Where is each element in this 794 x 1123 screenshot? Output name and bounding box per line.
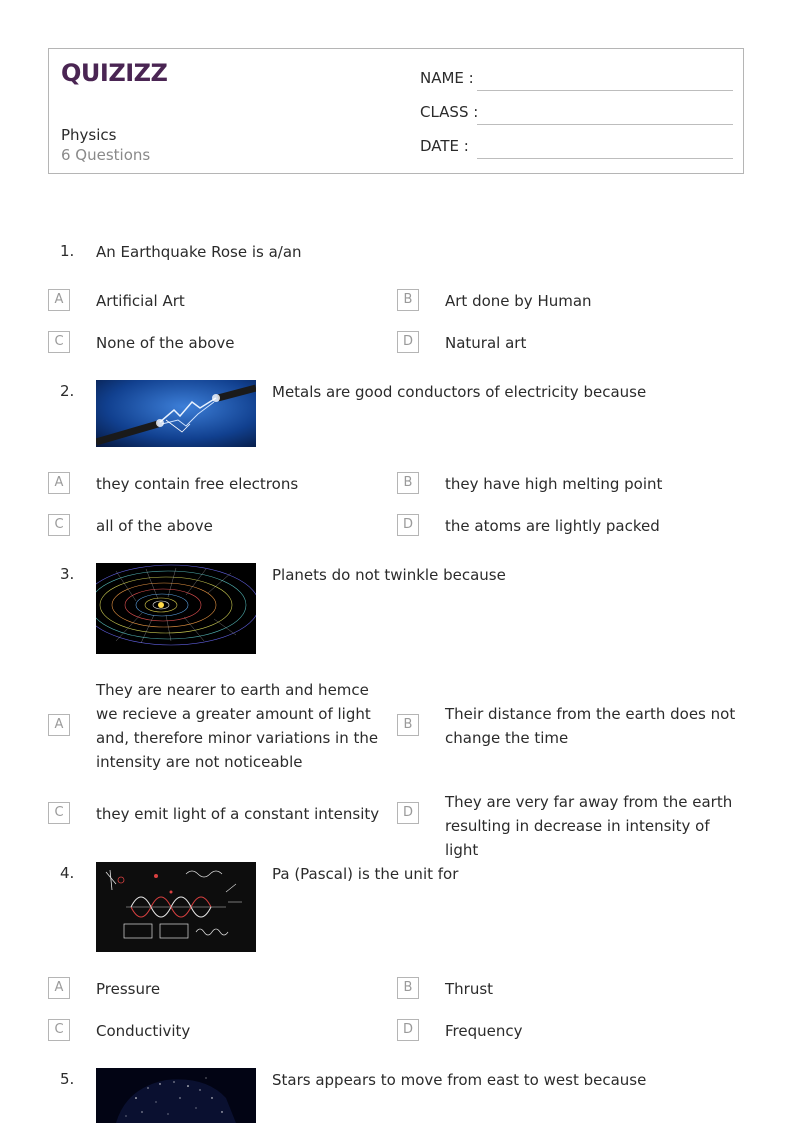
- question-number: 3.: [60, 565, 75, 583]
- option-letter-box[interactable]: D: [397, 1019, 419, 1041]
- option-text: they contain free electrons: [96, 475, 299, 493]
- option-letter-box[interactable]: B: [397, 289, 419, 311]
- option-letter-box[interactable]: B: [397, 714, 419, 736]
- question-number: 1.: [60, 242, 75, 260]
- class-label: CLASS :: [420, 103, 479, 121]
- starry-sky-image: [96, 1068, 256, 1123]
- option-text: Pressure: [96, 980, 161, 998]
- worksheet-header: [48, 48, 744, 174]
- name-line[interactable]: [477, 89, 733, 91]
- option-text: They are very far away from the earth resulting in decrease in intensity of light: [445, 793, 733, 859]
- question-text: Pa (Pascal) is the unit for: [272, 865, 459, 883]
- option-text: they emit light of a constant intensity: [96, 805, 380, 823]
- option-text: Their distance from the earth does not change the time: [445, 705, 736, 747]
- option-letter-box[interactable]: C: [48, 514, 70, 536]
- question-number: 2.: [60, 382, 75, 400]
- option-letter-box[interactable]: A: [48, 977, 70, 999]
- question-text: Planets do not twinkle because: [272, 566, 506, 584]
- option-text: Conductivity: [96, 1022, 191, 1040]
- name-label: NAME :: [420, 69, 474, 87]
- option-letter-box[interactable]: C: [48, 331, 70, 353]
- quizizz-logo: QUIZIZZ: [61, 59, 168, 87]
- date-label: DATE :: [420, 137, 469, 155]
- option-text: Thrust: [445, 980, 494, 998]
- option-letter-box[interactable]: C: [48, 802, 70, 824]
- option-text: they have high melting point: [445, 475, 663, 493]
- option-letter-box[interactable]: D: [397, 802, 419, 824]
- question-count: 6 Questions: [61, 146, 151, 164]
- solar-system-orbits-image: [96, 563, 256, 654]
- option-text: Art done by Human: [445, 292, 592, 310]
- option-text: the atoms are lightly packed: [445, 517, 660, 535]
- question-text: Metals are good conductors of electricity because: [272, 383, 647, 401]
- option-text: Natural art: [445, 334, 527, 352]
- subject-title: Physics: [61, 126, 117, 144]
- option-letter-box[interactable]: B: [397, 472, 419, 494]
- date-line[interactable]: [477, 157, 733, 159]
- option-letter-box[interactable]: A: [48, 289, 70, 311]
- option-letter-box[interactable]: B: [397, 977, 419, 999]
- option-letter-box[interactable]: A: [48, 472, 70, 494]
- class-line[interactable]: [477, 123, 733, 125]
- option-text: all of the above: [96, 517, 213, 535]
- electric-spark-image: [96, 380, 256, 447]
- question-text: An Earthquake Rose is a/an: [96, 243, 302, 261]
- option-text: None of the above: [96, 334, 235, 352]
- question-number: 4.: [60, 864, 75, 882]
- option-letter-box[interactable]: C: [48, 1019, 70, 1041]
- question-text: Stars appears to move from east to west because: [272, 1071, 647, 1089]
- option-letter-box[interactable]: D: [397, 331, 419, 353]
- option-text: Frequency: [445, 1022, 523, 1040]
- option-text: They are nearer to earth and hemce we recieve a greater amount of light and, therefore minor variations in the intensity are not noticeable: [96, 681, 379, 771]
- option-text: Artificial Art: [96, 292, 185, 310]
- option-letter-box[interactable]: A: [48, 714, 70, 736]
- physics-blackboard-image: [96, 862, 256, 952]
- option-letter-box[interactable]: D: [397, 514, 419, 536]
- question-number: 5.: [60, 1070, 75, 1088]
